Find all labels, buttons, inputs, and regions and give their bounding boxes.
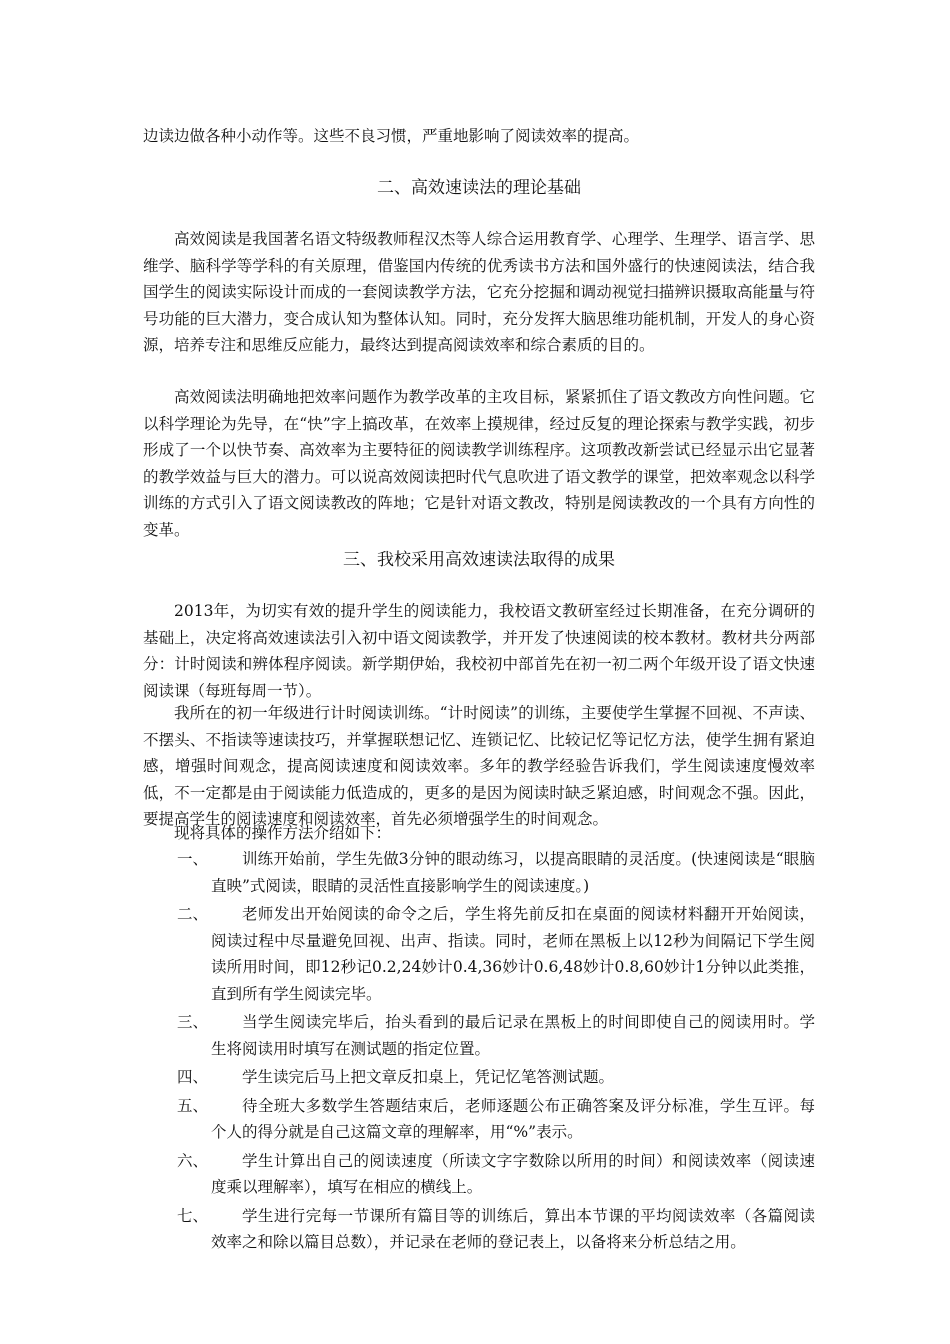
step-text: 老师发出开始阅读的命令之后，学生将先前反扣在桌面的阅读材料翻开开始阅读，阅读过程中尽量避免回视、出声、指读。同时，老师在黑板上以12秒为间隔记下学生阅读所用时间，即12秒记0.2,24妙计0.4,36妙计0.6,48妙计0.8,60妙计1分钟以此类推，直到所有学生阅读完毕。: [211, 905, 815, 1003]
section-2-paragraph-2: 高效阅读法明确地把效率问题作为教学改革的主攻目标，紧紧抓住了语文教改方向性问题。它以科学理论为先导，在“快”字上搞改革，在效率上摸规律，经过反复的理论探索与教学实践，初步形成了一个以快节奏、高效率为主要特征的阅读教学训练程序。这项教改新尝试已经显示出它显著的教学效益与巨大的潜力。可以说高效阅读把时代气息吹进了语文教学的课堂，把效率观念以科学训练的方式引入了语文阅读教改的阵地；它是针对语文教改，特别是阅读教改的一个具有方向性的变革。: [143, 388, 815, 539]
list-item: [143, 846, 815, 899]
step-number: 四、: [177, 1068, 209, 1086]
step-text: 当学生阅读完毕后，抬头看到的最后记录在黑板上的时间即使自己的阅读用时。学生将阅读用时填写在测试题的指定位置。: [211, 1013, 815, 1058]
section-3-paragraph-1: 2013年，为切实有效的提升学生的阅读能力，我校语文教研室经过长期准备，在充分调研的基础上，决定将高效速读法引入初中语文阅读教学，并开发了快速阅读的校本教材。教材共分两部分：计时阅读和辨体程序阅读。新学期伊始，我校初中部首先在初一初二两个年级开设了语文快速阅读课（每班每周一节）。: [143, 602, 815, 700]
step-number: 六、: [177, 1151, 209, 1170]
section-3-heading: 三、我校采用高效速读法取得的成果: [343, 550, 615, 570]
list-item: [143, 1093, 815, 1146]
list-item: [143, 1064, 815, 1091]
step-text: 学生读完后马上把文章反扣桌上，凭记忆笔答测试题。: [242, 1068, 615, 1086]
section-2-paragraph-1: 高效阅读是我国著名语文特级教师程汉杰等人综合运用教育学、心理学、生理学、语言学、思维学、脑科学等学科的有关原理，借鉴国内传统的优秀读书方法和国外盛行的快速阅读法，结合我国学生的阅读实际设计而成的一套阅读教学方法，它充分挖掘和调动视觉扫描辨识摄取高能量与符号功能的巨大潜力，变合成认知为整体认知。同时，充分发挥大脑思维功能机制，开发人的身心资源，培养专注和思维反应能力，最终达到提高阅读效率和综合素质的目的。: [143, 230, 815, 354]
step-text: 训练开始前，学生先做3分钟的眼动练习，以提高眼睛的灵活度。(快速阅读是“眼脑直映”式阅读，眼睛的灵活性直接影响学生的阅读速度。): [211, 850, 815, 895]
section-3-paragraph-2: 我所在的初一年级进行计时阅读训练。“计时阅读”的训练，主要使学生掌握不回视、不声读、不摆头、不指读等速读技巧，并掌握联想记忆、连锁记忆、比较记忆等记忆方法，使学生拥有紧迫感，增强时间观念，提高阅读速度和阅读效率。多年的教学经验告诉我们，学生阅读速度慢效率低，不一定都是由于阅读能力低造成的，更多的是因为阅读时缺乏紧迫感，时间观念不强。因此，要提高学生的阅读速度和阅读效率，首先必须增强学生的时间观念。: [143, 704, 815, 828]
section-3-paragraph-3: 现将具体的操作方法介绍如下：: [174, 824, 392, 842]
list-item: [143, 1203, 815, 1256]
step-number: 一、: [177, 850, 209, 868]
list-item: [143, 1009, 815, 1062]
step-number: 五、: [177, 1096, 209, 1115]
list-item: [143, 1148, 815, 1201]
intro-tail-text: 边读边做各种小动作等。这些不良习惯，严重地影响了阅读效率的提高。: [143, 127, 640, 145]
step-text: 学生计算出自己的阅读速度（所读文字字数除以所用的时间）和阅读效率（阅读速度乘以理解率），填写在相应的横线上。: [211, 1151, 815, 1196]
section-2-heading: 二、高效速读法的理论基础: [377, 178, 581, 198]
list-item: [143, 901, 815, 1007]
step-number: 七、: [177, 1206, 209, 1225]
step-text: 学生进行完每一节课所有篇目等的训练后，算出本节课的平均阅读效率（各篇阅读效率之和除以篇目总数），并记录在老师的登记表上，以备将来分析总结之用。: [211, 1206, 815, 1251]
step-text: 待全班大多数学生答题结束后，老师逐题公布正确答案及评分标准，学生互评。每个人的得分就是自己这篇文章的理解率，用“%”表示。: [211, 1096, 815, 1141]
step-number: 三、: [177, 1013, 209, 1031]
operation-steps-list: [143, 846, 815, 1258]
step-number: 二、: [177, 905, 209, 923]
